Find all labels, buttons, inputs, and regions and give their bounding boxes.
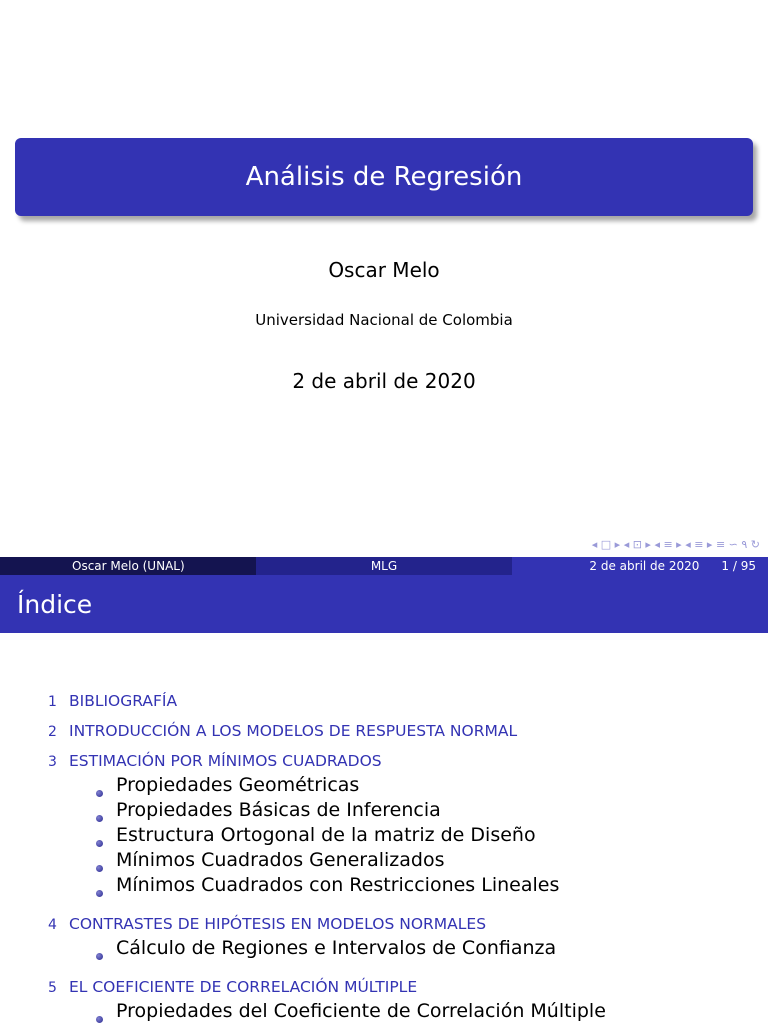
bullet-icon <box>96 953 103 960</box>
bullet-icon <box>96 890 103 897</box>
toc-section-number: 3 <box>48 754 57 770</box>
toc-section-title[interactable]: EL COEFICIENTE DE CORRELACIÓN MÚLTIPLE <box>69 978 418 996</box>
presentation-date: 2 de abril de 2020 <box>292 369 476 393</box>
toc-section-2[interactable] <box>0 722 768 752</box>
slide-footer <box>0 557 768 575</box>
toc-subsection-title[interactable]: Cálculo de Regiones e Intervalos de Confianza <box>116 937 557 959</box>
toc-section-number: 4 <box>48 917 57 933</box>
toc-subsection-title[interactable]: Mínimos Cuadrados con Restricciones Lineales <box>116 874 560 896</box>
footer-date: 2 de abril de 2020 <box>589 559 700 573</box>
toc-section-title[interactable]: CONTRASTES DE HIPÓTESIS EN MODELOS NORMALES <box>69 915 487 933</box>
toc-section-number: 1 <box>48 694 57 710</box>
table-of-contents <box>0 692 768 1033</box>
toc-section-title[interactable]: ESTIMACIÓN POR MÍNIMOS CUADRADOS <box>69 752 382 770</box>
toc-section-title[interactable]: INTRODUCCIÓN A LOS MODELOS DE RESPUESTA NORMAL <box>69 722 518 740</box>
toc-section-number: 5 <box>48 980 57 996</box>
toc-subsection-title[interactable]: Estructura Ortogonal de la matriz de Diseño <box>116 824 536 846</box>
toc-section-title[interactable]: BIBLIOGRAFÍA <box>69 692 178 710</box>
beamer-navigation-icons[interactable]: ◂ □ ▸ ◂ ⊡ ▸ ◂ ≡ ▸ ◂ ≡ ▸ ≡ ∽ ۹ ↻ <box>591 538 760 551</box>
bullet-icon <box>96 790 103 797</box>
frame-title: Índice <box>0 575 768 633</box>
presentation-title: Análisis de Regresión <box>15 138 753 216</box>
institution: Universidad Nacional de Colombia <box>255 311 513 329</box>
toc-subsection-title[interactable]: Mínimos Cuadrados Generalizados <box>116 849 445 871</box>
toc-subsection-title[interactable]: Propiedades Geométricas <box>116 774 360 796</box>
author-name: Oscar Melo <box>328 258 440 282</box>
toc-subsection[interactable] <box>0 937 768 970</box>
footer-page-number: 1 / 95 <box>721 559 756 573</box>
toc-subsection[interactable] <box>0 874 768 907</box>
toc-subsection-title[interactable]: Propiedades del Coeficiente de Correlación Múltiple <box>116 1000 606 1022</box>
toc-subsection-title[interactable]: Propiedades Básicas de Inferencia <box>116 799 441 821</box>
toc-subsection[interactable] <box>0 1000 768 1033</box>
index-slide <box>0 575 768 1024</box>
bullet-icon <box>96 865 103 872</box>
bullet-icon <box>96 815 103 822</box>
bullet-icon <box>96 840 103 847</box>
footer-author: Oscar Melo (UNAL) <box>0 557 256 575</box>
footer-date-page <box>512 557 768 575</box>
bullet-icon <box>96 1016 103 1023</box>
footer-short-title: MLG <box>256 557 512 575</box>
toc-section-number: 2 <box>48 724 57 740</box>
toc-section-1[interactable] <box>0 692 768 722</box>
